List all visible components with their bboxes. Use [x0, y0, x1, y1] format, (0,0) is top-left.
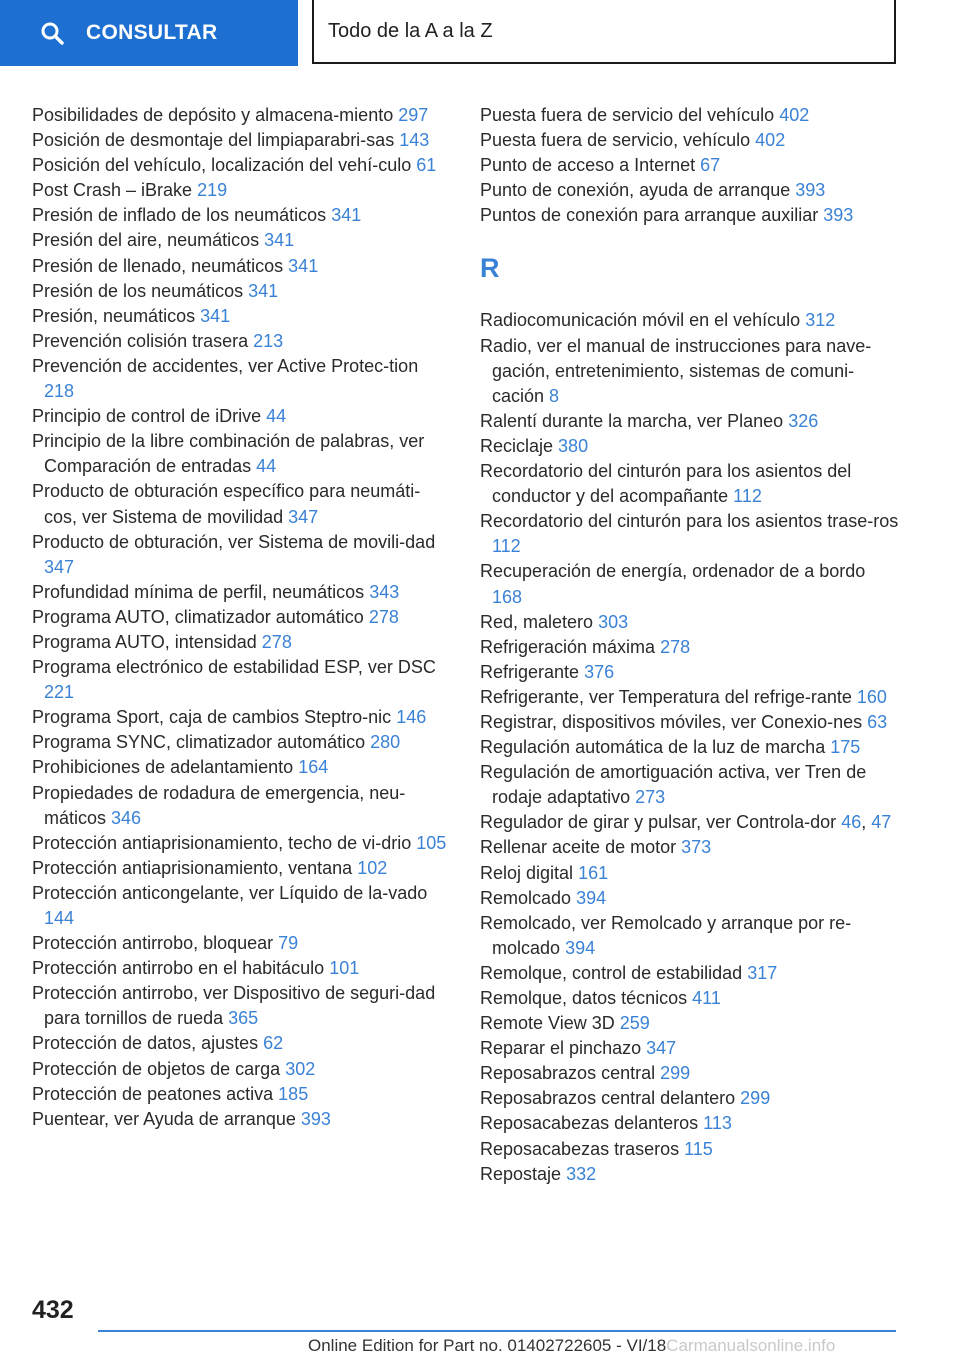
- page-link[interactable]: 411: [692, 988, 721, 1008]
- entry-term: Radio, ver el manual de instrucciones para nave-gación, entretenimiento, sistemas de comuni-cación: [480, 335, 872, 406]
- index-entry: [480, 434, 900, 459]
- page-link[interactable]: 273: [635, 787, 666, 808]
- entry-term: Repostaje: [480, 1163, 562, 1184]
- page-link[interactable]: 161: [578, 862, 609, 883]
- entry-term: Programa AUTO, intensidad: [32, 631, 257, 652]
- index-entry: [480, 153, 900, 178]
- entry-term: Refrigeración máxima: [480, 636, 656, 657]
- page-link[interactable]: 164: [298, 757, 329, 778]
- page-link[interactable]: 373: [681, 837, 712, 858]
- page-link[interactable]: 219: [197, 180, 228, 201]
- page-link[interactable]: 341: [264, 230, 295, 251]
- index-entry: [480, 559, 900, 609]
- page-link[interactable]: 115: [684, 1138, 713, 1159]
- page-link[interactable]: 297: [398, 105, 429, 125]
- index-entry: [480, 308, 900, 333]
- page-link[interactable]: 278: [261, 631, 292, 652]
- index-entry: [32, 856, 452, 881]
- page-link[interactable]: 365: [228, 1008, 259, 1029]
- page-link[interactable]: 67: [700, 155, 721, 176]
- entry-term: Protección antirrobo en el habitáculo: [32, 958, 325, 979]
- page-link[interactable]: 112: [492, 536, 521, 557]
- page-link[interactable]: 8: [549, 385, 560, 406]
- entry-term: Refrigerante: [480, 661, 580, 682]
- entry-term: Radiocomunicación móvil en el vehículo: [480, 310, 801, 331]
- entry-term: Remolcado: [480, 887, 572, 908]
- index-entry: [32, 254, 452, 279]
- page-link[interactable]: 185: [278, 1083, 309, 1104]
- index-entry: [480, 961, 900, 986]
- page-link[interactable]: 79: [278, 933, 299, 954]
- page-link[interactable]: 341: [200, 305, 231, 326]
- index-entry: [32, 956, 452, 981]
- index-entry: [32, 781, 452, 831]
- entry-term: Remolque, datos técnicos: [480, 988, 688, 1008]
- entry-term: Producto de obturación, ver Sistema de movili-dad: [32, 531, 436, 552]
- entry-term: Posibilidades de depósito y almacena-miento: [32, 105, 394, 125]
- index-entry: [480, 409, 900, 434]
- page-link[interactable]: 175: [830, 737, 861, 758]
- edition-text: Online Edition for Part no. 01402722605 - VI/18: [308, 1336, 667, 1355]
- page-link[interactable]: 341: [248, 280, 279, 301]
- entry-term: Posición del vehículo, localización del vehí-culo: [32, 155, 412, 176]
- entry-term: Protección de objetos de carga: [32, 1058, 281, 1079]
- entry-term: Regulación de amortiguación activa, ver Tren de rodaje adaptativo: [480, 762, 867, 808]
- page-link[interactable]: 112: [733, 486, 762, 507]
- page-number: 432: [32, 1296, 74, 1324]
- page-link[interactable]: 278: [660, 636, 691, 657]
- entry-term: Presión de los neumáticos: [32, 280, 244, 301]
- entry-term: Recordatorio del cinturón para los asientos trase-ros: [480, 511, 899, 532]
- entry-term: Principio de control de iDrive: [32, 406, 262, 427]
- page-link[interactable]: 303: [598, 611, 629, 632]
- entry-term: Puesta fuera de servicio del vehículo: [480, 105, 775, 125]
- entry-term: Protección antiaprisionamiento, techo de vi-drio: [32, 832, 412, 853]
- index-entry: [32, 329, 452, 354]
- page-link[interactable]: 259: [619, 1013, 650, 1034]
- page-link[interactable]: 143: [399, 130, 430, 151]
- entry-term: Ralentí durante la marcha, ver Planeo: [480, 410, 784, 431]
- index-entry: [480, 1061, 900, 1086]
- index-entry: [480, 1086, 900, 1111]
- page-link[interactable]: 113: [703, 1113, 732, 1134]
- index-entry: [32, 479, 452, 529]
- page-link[interactable]: 346: [111, 807, 142, 828]
- section-letter: R: [480, 253, 500, 284]
- page-link[interactable]: 332: [566, 1163, 597, 1184]
- entry-term: Profundidad mínima de perfil, neumáticos: [32, 581, 365, 602]
- entry-term: Remote View 3D: [480, 1013, 615, 1034]
- entry-term: Reposabrazos central: [480, 1063, 656, 1084]
- page-link[interactable]: 376: [584, 661, 615, 682]
- page-link[interactable]: 280: [370, 732, 401, 753]
- topic-title: Todo de la A a la Z: [328, 19, 493, 42]
- entry-term: Propiedades de rodadura de emergencia, neu-máticos: [32, 782, 406, 828]
- page-link[interactable]: 63: [867, 711, 888, 732]
- entry-term: Post Crash – iBrake: [32, 180, 193, 201]
- index-entry: [480, 1162, 900, 1187]
- entry-term: Presión del aire, neumáticos: [32, 230, 260, 251]
- entry-term: Recuperación de energía, ordenador de a bordo: [480, 561, 866, 582]
- index-entry: [480, 735, 900, 760]
- entry-term: Presión de llenado, neumáticos: [32, 255, 284, 276]
- page-link[interactable]: 213: [253, 330, 284, 351]
- page-link[interactable]: 393: [823, 205, 854, 226]
- index-entry: [32, 404, 452, 429]
- entry-term: Puentear, ver Ayuda de arranque: [32, 1108, 296, 1129]
- index-entry: [32, 1107, 452, 1132]
- index-entry: [32, 881, 452, 931]
- footer-divider: [98, 1330, 896, 1332]
- entry-term: Programa SYNC, climatizador automático: [32, 732, 366, 753]
- index-entry: [32, 178, 452, 203]
- consult-label: CONSULTAR: [86, 21, 218, 44]
- entry-term: Programa AUTO, climatizador automático: [32, 606, 364, 627]
- entry-term: Punto de acceso a Internet: [480, 155, 696, 176]
- index-entry: [480, 886, 900, 911]
- entry-term: Red, maletero: [480, 611, 594, 632]
- entry-term: Reparar el pinchazo: [480, 1038, 642, 1059]
- index-entry: [480, 178, 900, 203]
- index-entry: [480, 635, 900, 660]
- entry-term: Regulador de girar y pulsar, ver Controla-dor: [480, 812, 837, 833]
- page-link[interactable]: 144: [44, 908, 75, 928]
- page-link[interactable]: 393: [795, 180, 826, 201]
- entry-term: Punto de conexión, ayuda de arranque: [480, 180, 791, 201]
- entry-term: Protección antiaprisionamiento, ventana: [32, 857, 353, 878]
- index-entry: [32, 1031, 452, 1056]
- page-link[interactable]: 341: [288, 255, 319, 276]
- page-link[interactable]: 160: [856, 686, 887, 707]
- entry-term: Presión de inflado de los neumáticos: [32, 205, 327, 226]
- index-entry: [32, 429, 452, 479]
- index-entry: [480, 610, 900, 635]
- index-entry: [32, 228, 452, 253]
- page-link[interactable]: 105: [416, 832, 447, 853]
- watermark-text: Carmanualsonline.info: [666, 1336, 836, 1355]
- page-link[interactable]: 299: [740, 1088, 771, 1109]
- page-link[interactable]: 394: [565, 937, 596, 958]
- entry-term: Prohibiciones de adelantamiento: [32, 757, 294, 778]
- index-entry: [32, 655, 452, 705]
- entry-term: Reposabrazos central delantero: [480, 1088, 736, 1109]
- page-link[interactable]: 278: [368, 606, 399, 627]
- index-entry: [32, 580, 452, 605]
- index-entry: [480, 459, 900, 509]
- index-entry: [32, 831, 452, 856]
- index-entry: [32, 103, 452, 128]
- page-header: [0, 0, 960, 66]
- entry-term: Protección antirrobo, bloquear: [32, 933, 274, 954]
- index-group-r: [480, 308, 900, 1186]
- page-link[interactable]: 62: [263, 1033, 284, 1054]
- page-link[interactable]: 299: [660, 1063, 691, 1084]
- page-link[interactable]: 146: [396, 707, 427, 728]
- entry-term: Rellenar aceite de motor: [480, 837, 677, 858]
- entry-term: Puntos de conexión para arranque auxiliar: [480, 205, 819, 226]
- index-entry: [480, 128, 900, 153]
- index-entry: [480, 911, 900, 961]
- index-entry: [32, 530, 452, 580]
- page-link[interactable]: 317: [747, 962, 778, 983]
- index-entry: [480, 203, 900, 228]
- page-link[interactable]: 347: [44, 556, 75, 577]
- page-link[interactable]: 102: [357, 857, 388, 878]
- page-link[interactable]: 402: [755, 130, 786, 151]
- index-entry: [480, 685, 900, 710]
- index-entry: [480, 1011, 900, 1036]
- page-link[interactable]: 302: [285, 1058, 316, 1079]
- entry-term: Protección de datos, ajustes: [32, 1033, 259, 1054]
- entry-term: Refrigerante, ver Temperatura del refrige-rante: [480, 686, 852, 707]
- index-entry: [32, 981, 452, 1031]
- index-entry: [480, 1137, 900, 1162]
- index-entry: [32, 128, 452, 153]
- page-link[interactable]: 402: [779, 105, 810, 125]
- index-entry: [480, 710, 900, 735]
- index-entry: [480, 334, 900, 409]
- page-link[interactable]: 380: [558, 435, 589, 456]
- page-link[interactable]: 347: [288, 506, 319, 527]
- index-column-left: [32, 103, 452, 1132]
- page-link[interactable]: 326: [788, 410, 819, 431]
- entry-term: Producto de obturación específico para neumáti-cos, ver Sistema de movilidad: [32, 481, 421, 527]
- entry-term: Principio de la libre combinación de palabras, ver Comparación de entradas: [32, 431, 425, 477]
- index-group-p-continued: [480, 103, 900, 228]
- entry-term: Protección de peatones activa: [32, 1083, 274, 1104]
- index-entry: [32, 304, 452, 329]
- index-entry: Regulador de girar y pulsar, ver Controla-dor 46, 47: [480, 812, 892, 833]
- footer-edition: [308, 1336, 835, 1356]
- entry-term: Remolque, control de estabilidad: [480, 962, 743, 983]
- page-link[interactable]: 44: [266, 406, 287, 427]
- page-link[interactable]: 101: [329, 958, 360, 979]
- entry-term: Reposacabezas traseros: [480, 1138, 680, 1159]
- entry-term: Prevención de accidentes, ver Active Protec-tion: [32, 355, 419, 376]
- index-entry: [32, 605, 452, 630]
- index-entry: [32, 1082, 452, 1107]
- entry-term: Remolcado, ver Remolcado y arranque por re-molcado: [480, 912, 852, 958]
- page-link[interactable]: 343: [369, 581, 400, 602]
- index-entry: [32, 931, 452, 956]
- page-link[interactable]: 341: [331, 205, 362, 226]
- page-link[interactable]: 394: [576, 887, 607, 908]
- search-icon: [40, 21, 64, 45]
- page-link[interactable]: 46: [841, 812, 862, 833]
- entry-term: Presión, neumáticos: [32, 305, 196, 326]
- index-entry: [32, 279, 452, 304]
- index-entry: [480, 986, 900, 1011]
- page-link[interactable]: 347: [646, 1038, 677, 1059]
- topic-header: [312, 0, 896, 64]
- index-entry: [480, 835, 900, 860]
- page-link[interactable]: 47: [871, 812, 892, 833]
- entry-term: Protección anticongelante, ver Líquido de la-vado: [32, 882, 428, 903]
- entry-term: Recordatorio del cinturón para los asientos del conductor y del acompañante: [480, 461, 852, 507]
- index-entry: [32, 730, 452, 755]
- page-link[interactable]: 221: [44, 682, 75, 703]
- index-column-right: [480, 103, 900, 1187]
- index-entry: [32, 705, 452, 730]
- entry-term: Programa Sport, caja de cambios Steptro-nic: [32, 707, 392, 728]
- page-link[interactable]: 312: [805, 310, 836, 331]
- page-link[interactable]: 61: [416, 155, 437, 176]
- entry-term: Registrar, dispositivos móviles, ver Conexio-nes: [480, 711, 863, 732]
- page-link[interactable]: 168: [492, 586, 523, 607]
- index-entry: [480, 1036, 900, 1061]
- entry-term: Protección antirrobo, ver Dispositivo de seguri-dad para tornillos de rueda: [32, 983, 436, 1029]
- entry-term: Reposacabezas delanteros: [480, 1113, 699, 1134]
- consult-button[interactable]: [0, 0, 298, 66]
- index-entry: [480, 103, 900, 128]
- entry-term: Posición de desmontaje del limpiaparabri-sas: [32, 130, 395, 151]
- entry-term: Puesta fuera de servicio, vehículo: [480, 130, 751, 151]
- index-entry: [32, 630, 452, 655]
- index-entry: [32, 203, 452, 228]
- entry-term: Reciclaje: [480, 435, 554, 456]
- entry-term: Programa electrónico de estabilidad ESP, ver DSC: [32, 657, 436, 678]
- index-entry: [32, 153, 452, 178]
- entry-term: Reloj digital: [480, 862, 574, 883]
- page-link[interactable]: 393: [300, 1108, 331, 1129]
- index-entry: [480, 660, 900, 685]
- page-link[interactable]: 44: [256, 456, 277, 477]
- index-entry: [32, 354, 452, 404]
- page-link[interactable]: 218: [44, 381, 75, 402]
- index-entry: [32, 1057, 452, 1082]
- entry-term: Prevención colisión trasera: [32, 330, 249, 351]
- entry-term: Regulación automática de la luz de marcha: [480, 737, 826, 758]
- index-entry: [480, 760, 900, 810]
- index-entry: [480, 861, 900, 886]
- index-entry: [480, 1111, 900, 1136]
- index-entry: [32, 755, 452, 780]
- index-entry: [480, 509, 900, 559]
